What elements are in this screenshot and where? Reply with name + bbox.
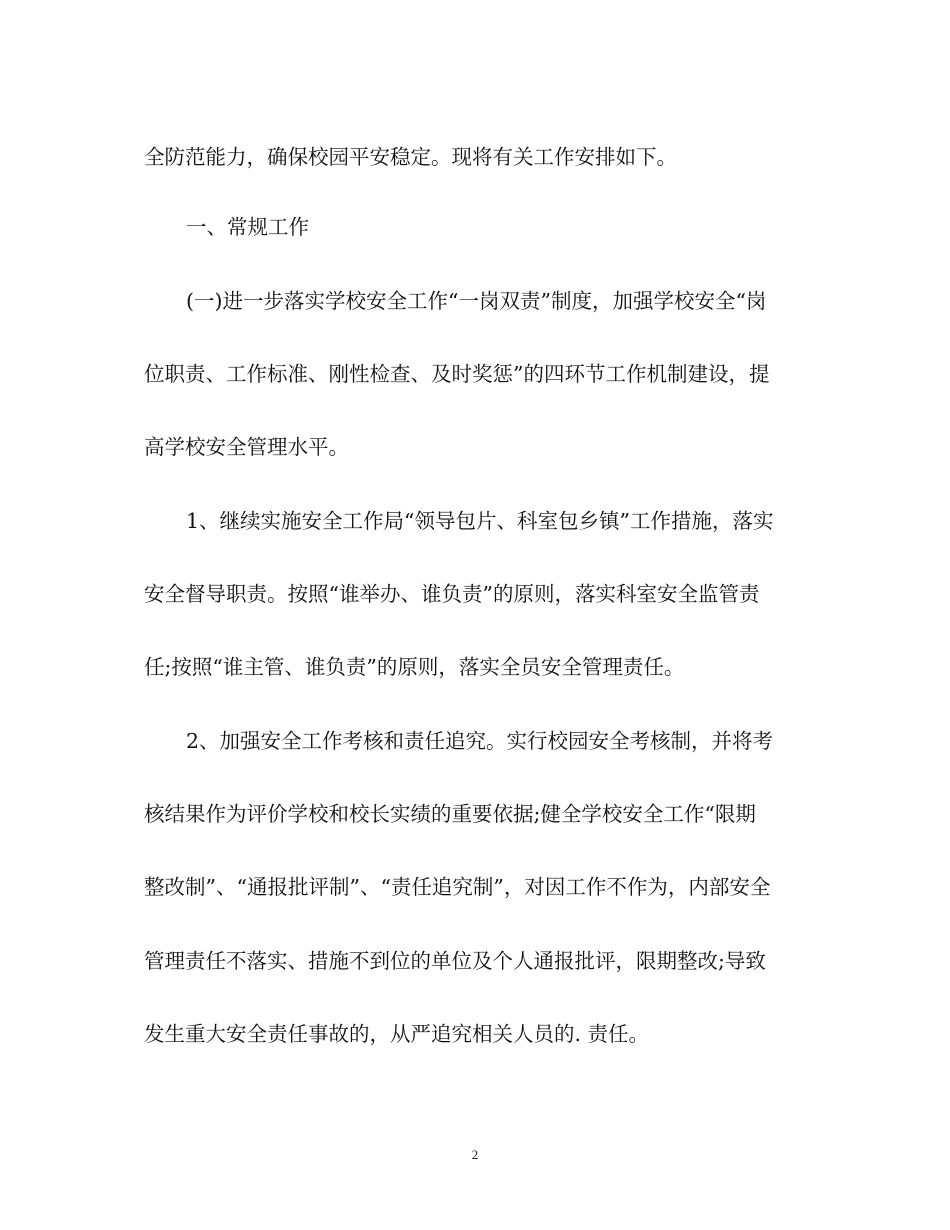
section-heading: 一、常规工作 <box>186 215 309 239</box>
text-line: 位职责、工作标准、刚性检查、及时奖惩”的四环节工作机制建设，提 <box>144 362 770 386</box>
text-line: 任;按照“谁主管、谁负责”的原则，落实全员安全管理责任。 <box>144 655 685 679</box>
text-line: 安全督导职责。按照“谁举办、谁负责”的原则，落实科室安全监管责 <box>144 582 760 606</box>
text-line: 1、继续实施安全工作局“领导包片、科室包乡镇”工作措施，落实 <box>186 509 774 533</box>
text-line: 管理责任不落实、措施不到位的单位及个人通报批评，限期整改;导致 <box>144 949 766 973</box>
page-number: 2 <box>471 1147 479 1162</box>
text-line: 核结果作为评价学校和校长实绩的重要依据;健全学校安全工作“限期 <box>144 802 756 826</box>
text-line: 全防范能力，确保校园平安稳定。现将有关工作安排如下。 <box>144 145 677 169</box>
text-line: 高学校安全管理水平。 <box>144 435 349 459</box>
text-line: 2、加强安全工作考核和责任追究。实行校园安全考核制，并将考 <box>186 729 774 753</box>
text-line: (一)进一步落实学校安全工作“一岗双责”制度，加强学校安全“岗 <box>186 289 767 313</box>
text-line: 整改制”、“通报批评制”、“责任追究制”，对因工作不作为，内部安全 <box>144 875 771 899</box>
text-line: 发生重大安全责任事故的，从严追究相关人员的. 责任。 <box>144 1022 650 1046</box>
